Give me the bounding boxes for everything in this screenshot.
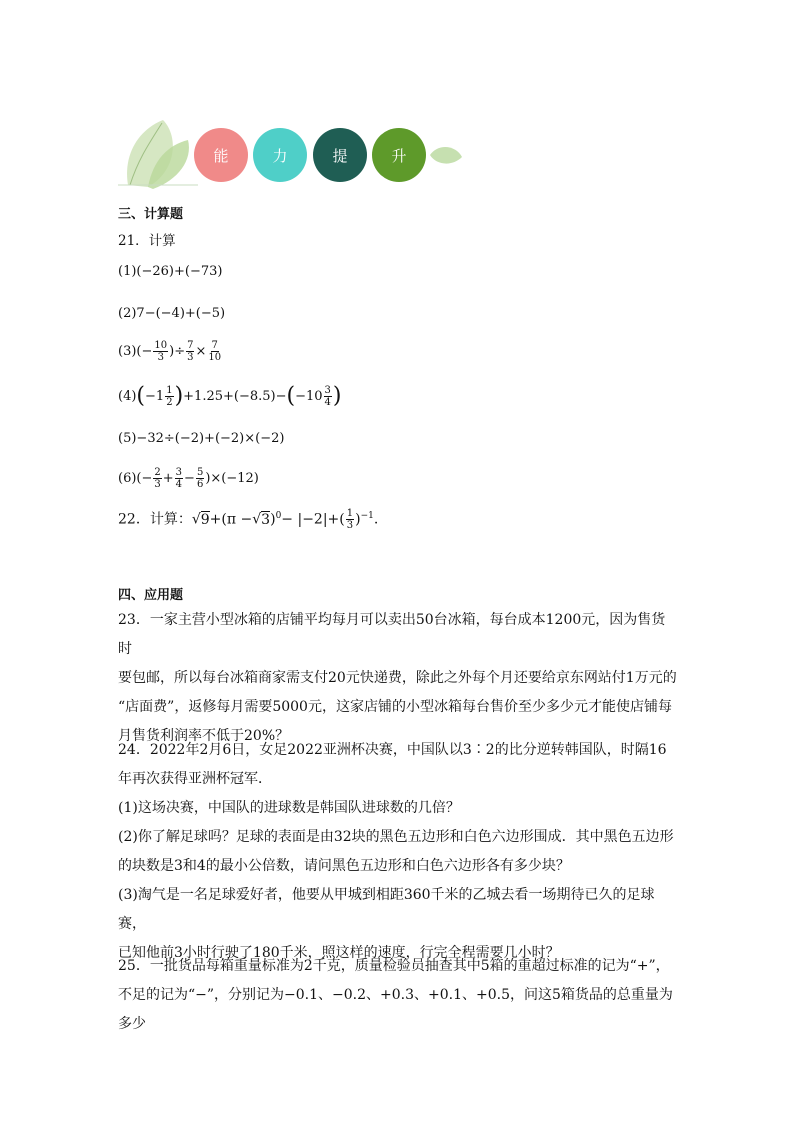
numerator: 7 [211, 340, 218, 351]
text-line: (1)这场决赛，中国队的进球数是韩国队进球数的几倍？ [118, 800, 460, 816]
section-title-calculation: 三、计算题 [118, 207, 184, 222]
q21-item-5 [118, 431, 284, 446]
expr-part: (− [136, 471, 153, 486]
right-paren: ) [174, 383, 184, 409]
fraction [153, 340, 168, 363]
item-expression: −32÷(−2)+(−2)×(−2) [136, 431, 285, 446]
text-line: 25．一批货品每箱重量标准为2千克，质量检验员抽查其中5箱的重超过标准的记为“+”， [118, 958, 670, 974]
text-line: 月售货利润率不低于20%？ [118, 728, 290, 744]
text-line: (3)淘气是一名足球爱好者，他要从甲城到相距360千米的乙城去看一场期待已久的足球赛， [118, 887, 655, 932]
denominator: 3 [187, 352, 194, 363]
banner-circle-2 [253, 128, 307, 182]
question-22-label: 22．计算： [118, 511, 192, 528]
text-line: (2)你了解足球吗？足球的表面是由32块的黑色五边形和白色六边形围成．其中黑色五边形 [118, 829, 674, 845]
q21-item-6 [118, 467, 259, 490]
numerator: 3 [175, 467, 183, 478]
denominator: 3 [154, 479, 161, 490]
fraction [165, 385, 173, 408]
mixed-int: −1 [145, 389, 165, 404]
expr-part: − |−2|+( [281, 511, 345, 528]
text-line: 年再次获得亚洲杯冠军． [118, 771, 272, 787]
q21-item-1 [118, 264, 222, 279]
denominator: 4 [175, 479, 183, 490]
left-paren: ( [136, 383, 146, 409]
banner-char-3: 提 [332, 146, 348, 165]
denominator: 4 [324, 397, 331, 408]
numerator: 7 [187, 340, 194, 351]
text-line: 的块数是3和4的最小公倍数，请问黑色五边形和白色六边形各有多少块？ [118, 858, 570, 874]
numerator: 3 [324, 385, 331, 396]
expr-part: − [184, 471, 195, 486]
banner-circle-3 [313, 128, 367, 182]
item-expression: 7−(−4)+(−5) [136, 306, 226, 321]
banner-char-1: 能 [213, 146, 229, 165]
text-line: 23．一家主营小型冰箱的店铺平均每月可以卖出50台冰箱，每台成本1200元，因为售货时 [118, 612, 666, 657]
q21-item-3 [118, 340, 223, 363]
item-expression: (−26)+(−73) [136, 264, 223, 279]
expr-part: (− [136, 344, 153, 359]
mixed-int: −10 [295, 389, 323, 404]
text-line: 24．2022年2月6日，女足2022亚洲杯决赛，中国队以3∶2的比分逆转韩国队，时隔16 [118, 742, 667, 758]
expr-part: ) [355, 511, 361, 528]
denominator: 6 [196, 479, 204, 490]
expr-part: +1.25+(−8.5)− [183, 389, 287, 404]
fraction [207, 340, 222, 363]
banner-char-4: 升 [391, 146, 407, 165]
section-title-application: 四、应用题 [118, 588, 184, 603]
expr-part: +(π − [209, 511, 253, 528]
expr-part: )÷ [169, 344, 186, 359]
expr-part: + [162, 471, 174, 486]
item-number: (3) [118, 344, 137, 359]
text-line: “店面费”，返修每月需要5000元，这家店铺的小型冰箱每台售价至少多少元才能使店铺每 [118, 699, 672, 715]
numerator: 2 [154, 467, 161, 478]
fraction [175, 467, 183, 490]
sqrt-symbol: √ [252, 511, 262, 528]
exponent: −1 [360, 510, 374, 521]
q21-item-4 [118, 385, 342, 408]
question-24 [118, 736, 678, 968]
fraction [186, 340, 194, 363]
numerator: 5 [196, 467, 204, 478]
expr-part: . [373, 511, 379, 528]
denominator: 10 [208, 352, 222, 363]
text-line: 要包邮，所以每台冰箱商家需支付20元快递费，除此之外每个月还要给京东网站付1万元的 [118, 670, 677, 686]
question-25 [118, 952, 678, 1039]
right-paren: ) [332, 383, 342, 409]
numerator: 1 [166, 385, 173, 396]
denominator: 3 [346, 520, 354, 531]
expr-part: ) [270, 511, 276, 528]
expr-part: )×(−12) [205, 471, 259, 486]
item-number: (1) [118, 264, 137, 279]
numerator: 10 [154, 340, 168, 351]
item-number: (2) [118, 306, 137, 321]
left-paren: ( [286, 383, 296, 409]
question-21-label: 21．计算 [118, 233, 176, 249]
q21-item-2 [118, 306, 225, 321]
text-line: 不足的记为“−”，分别记为−0.1、−0.2、+0.3、+0.1、+0.5，问这5箱货品的总重量为多少 [118, 987, 673, 1032]
numerator: 1 [346, 508, 354, 519]
leaf-decoration-icon [118, 115, 198, 190]
fraction [324, 385, 332, 408]
item-number: (4) [118, 389, 137, 404]
small-leaf-icon [428, 143, 464, 169]
exponent: 0 [275, 510, 282, 521]
question-23 [118, 606, 678, 751]
banner-circle-1 [194, 128, 248, 182]
fraction [346, 508, 354, 531]
denominator: 2 [166, 397, 173, 408]
sqrt-symbol: √ [191, 511, 201, 528]
banner-char-2: 力 [272, 146, 288, 165]
denominator: 3 [157, 352, 164, 363]
fraction [196, 467, 204, 490]
text-line: 已知他前3小时行驶了180千米，照这样的速度，行完全程需要几小时？ [118, 945, 560, 961]
item-number: (5) [118, 431, 137, 446]
fraction [153, 467, 161, 490]
item-number: (6) [118, 471, 137, 486]
sqrt-radicand: 9 [200, 511, 210, 528]
question-22 [118, 508, 378, 531]
banner-circle-4 [372, 128, 426, 182]
expr-part: × [195, 344, 207, 359]
ability-banner [118, 115, 463, 190]
sqrt-radicand: 3 [261, 511, 271, 528]
